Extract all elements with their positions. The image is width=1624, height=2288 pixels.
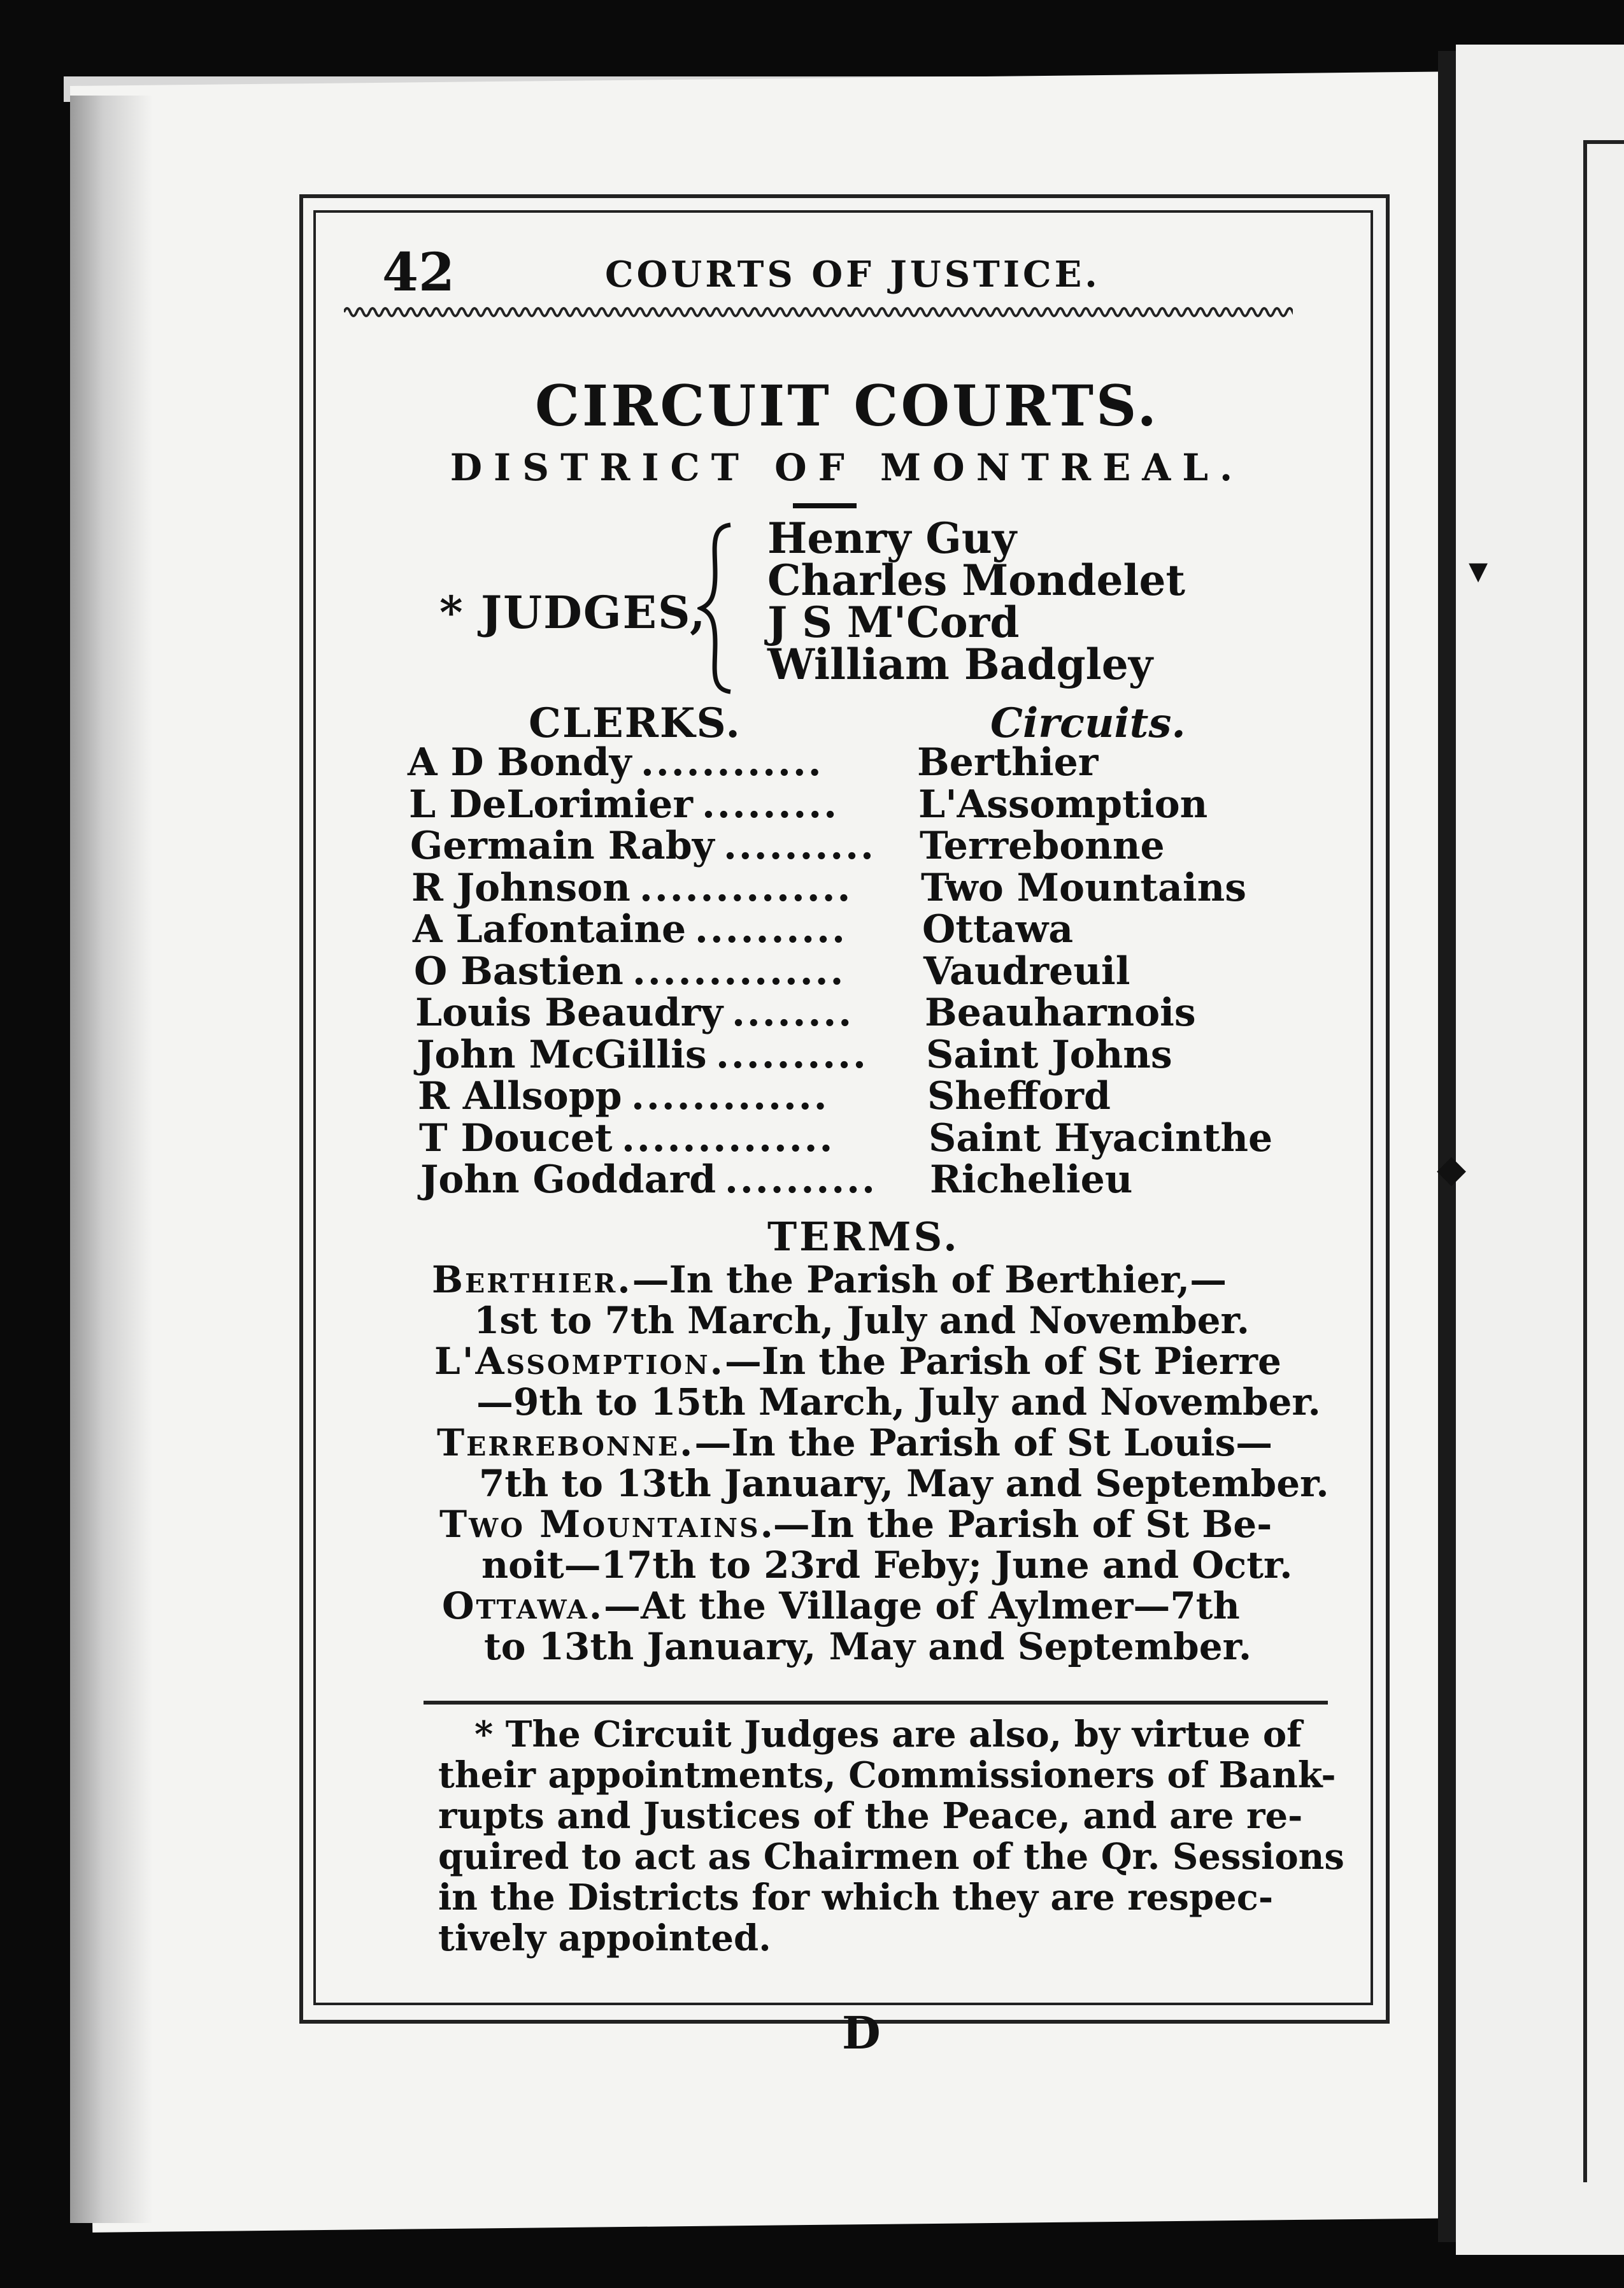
circuit-name: Berthier <box>917 740 1099 785</box>
footnote-line: in the Districts for which they are respec- <box>438 1877 1274 1919</box>
clerk-row <box>420 1157 1280 1202</box>
terms-line <box>442 1584 1240 1627</box>
circuit-name: Shefford <box>927 1074 1111 1119</box>
term-place: Two Mountains <box>439 1503 760 1546</box>
term-text: .—In the Parish of St Be- <box>760 1503 1272 1546</box>
judge-list <box>767 513 1186 689</box>
terms-line <box>437 1421 1272 1464</box>
term-place: Terrebonne. <box>437 1421 695 1464</box>
term-text: —In the Parish of St Louis— <box>694 1421 1273 1464</box>
dot-leader: .......... <box>725 1157 877 1202</box>
dot-leader: .............. <box>632 948 846 994</box>
facing-page-frame <box>1583 140 1624 2182</box>
clerk-row <box>418 1074 1278 1119</box>
section-title: CIRCUIT COURTS. <box>535 373 1159 439</box>
term-text: —In the Parish of St Pierre <box>724 1340 1281 1383</box>
terms-line <box>474 1299 1250 1342</box>
wavy-rule <box>344 299 1293 325</box>
circuit-name: L'Assomption <box>918 782 1208 827</box>
facing-page-ink-mark: ▾ <box>1469 548 1488 592</box>
clerk-name: John McGillis <box>417 1032 707 1077</box>
clerk-row <box>409 782 1269 827</box>
page-number: 42 <box>382 242 455 303</box>
clerks-heading: CLERKS. <box>529 699 741 747</box>
terms-line <box>481 1543 1292 1587</box>
clerk-name: R Johnson <box>411 865 630 910</box>
dot-leader: .............. <box>639 865 853 910</box>
terms-heading: TERMS. <box>767 1213 960 1260</box>
brace-icon <box>697 522 736 694</box>
judge-name: William Badgley <box>767 640 1153 689</box>
clerk-row <box>408 740 1267 785</box>
term-place: Ottawa. <box>442 1584 604 1627</box>
circuit-name: Two Mountains <box>921 865 1247 910</box>
terms-line <box>476 1380 1321 1424</box>
terms-line <box>432 1258 1227 1301</box>
clerk-name: T Doucet <box>419 1115 613 1161</box>
term-place: Berthier. <box>432 1258 632 1301</box>
circuit-name: Beauharnois <box>925 990 1196 1035</box>
footnote-line: tively appointed. <box>438 1917 771 1959</box>
clerk-name: Germain Raby <box>410 824 715 868</box>
clerk-row <box>411 866 1271 908</box>
terms-line <box>484 1625 1251 1668</box>
dot-leader: .......... <box>723 824 876 868</box>
terms-line <box>439 1503 1272 1546</box>
clerk-row <box>415 990 1275 1033</box>
dot-leader: ......... <box>702 782 839 827</box>
footnote-line: quired to act as Chairmen of the Qr. Sessions <box>438 1836 1344 1878</box>
running-head: COURTS OF JUSTICE. <box>605 254 1100 296</box>
judge-name: Charles Mondelet <box>767 555 1186 605</box>
circuit-name: Vaudreuil <box>923 948 1130 994</box>
footnote-rule <box>424 1701 1328 1705</box>
dot-leader: ............ <box>641 740 823 785</box>
clerk-name: O Bastien <box>414 948 623 994</box>
circuit-name: Saint Hyacinthe <box>929 1115 1273 1161</box>
circuits-heading: Circuits. <box>990 699 1186 747</box>
clerk-row <box>419 1115 1279 1161</box>
clerk-name: A Lafontaine <box>413 907 687 952</box>
dot-leader: .......... <box>716 1032 868 1077</box>
dot-leader: ........ <box>732 990 854 1035</box>
terms-line <box>479 1462 1329 1505</box>
clerk-row <box>413 907 1272 952</box>
clerk-name: Louis Beaudry <box>415 990 723 1035</box>
footnote-line: * The Circuit Judges are also, by virtue of <box>474 1713 1302 1755</box>
clerk-row <box>417 1033 1276 1075</box>
circuit-name: Richelieu <box>930 1157 1133 1202</box>
judges-label: * JUDGES, <box>439 586 707 639</box>
circuit-name: Ottawa <box>922 907 1074 952</box>
page-header <box>382 242 1293 303</box>
term-text: to 13th January, May and September. <box>484 1625 1252 1668</box>
dot-leader: .......... <box>695 907 847 952</box>
dot-leader: ............. <box>631 1074 829 1119</box>
section-subtitle: DISTRICT OF MONTREAL. <box>450 446 1244 489</box>
clerk-row <box>410 824 1270 866</box>
page-edge-shadow <box>70 96 153 2223</box>
term-text: noit—17th to 23rd Feby; June and Octr. <box>481 1543 1293 1587</box>
clerk-row <box>414 948 1274 994</box>
facing-page <box>1437 45 1624 2255</box>
term-text: —9th to 15th March, July and November. <box>476 1380 1321 1424</box>
term-text: —At the Village of Aylmer—7th <box>604 1584 1240 1627</box>
term-place: L'Assomption. <box>434 1340 725 1383</box>
term-text: 1st to 7th March, July and November. <box>474 1299 1250 1342</box>
term-text: 7th to 13th January, May and September. <box>479 1462 1329 1505</box>
judge-name: J S M'Cord <box>767 597 1020 647</box>
clerk-name: A D Bondy <box>408 740 632 785</box>
clerk-name: R Allsopp <box>418 1074 622 1119</box>
short-rule <box>793 503 857 508</box>
facing-page-ink-mark: ◆ <box>1437 1147 1467 1191</box>
footnote-line: their appointments, Commissioners of Bank- <box>438 1754 1336 1796</box>
judge-name: Henry Guy <box>767 513 1017 563</box>
clerk-name: L DeLorimier <box>409 782 693 827</box>
terms-line <box>434 1340 1281 1383</box>
circuit-name: Terrebonne <box>920 824 1165 868</box>
circuit-name: Saint Johns <box>926 1032 1172 1077</box>
dot-leader: .............. <box>622 1115 835 1161</box>
footnote-line: rupts and Justices of the Peace, and are re- <box>438 1795 1303 1837</box>
term-text: —In the Parish of Berthier,— <box>632 1258 1227 1301</box>
clerk-name: John Goddard <box>420 1157 716 1202</box>
signature-mark: D <box>842 2006 881 2059</box>
